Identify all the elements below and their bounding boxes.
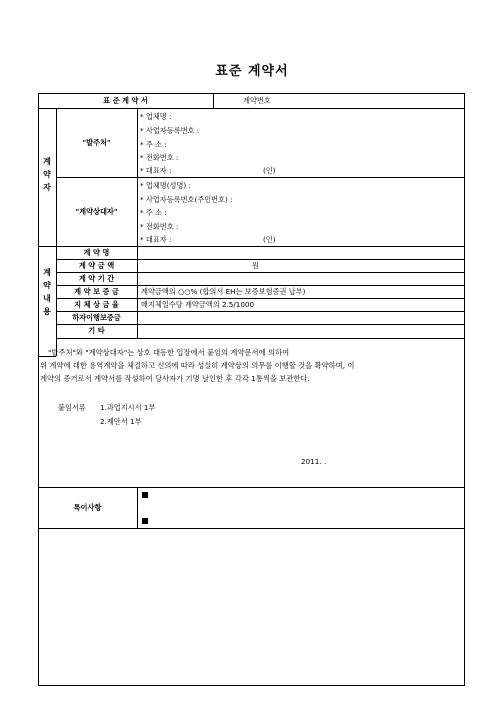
contractor-label: "계약상대자" — [75, 207, 118, 216]
contractor-address-field: * 주 소 : — [140, 208, 167, 217]
special-notes-label: 특이사항 — [73, 503, 102, 512]
orderer-bizno-field: * 사업자등록번호 : — [140, 126, 200, 135]
parties-group-label: 계 약 자 — [43, 157, 51, 192]
agreement-text-line-3: 계약의 증거로서 계약서를 작성하여 당사자가 기명 날인한 후 각각 1통씩을 보관한다. — [40, 374, 310, 383]
divider — [38, 528, 465, 529]
orderer-address-field: * 주 소 : — [140, 140, 167, 149]
contract-amount-value: 원 — [252, 261, 259, 270]
divider — [38, 246, 465, 247]
contractor-rep-field: * 대표자 : — [140, 235, 172, 244]
bullet-square-icon — [142, 518, 148, 524]
contract-amount-label: 계 약 금 액 — [78, 261, 115, 270]
document-title: 표준 계약서 — [215, 64, 289, 79]
divider — [213, 93, 214, 108]
attachment-item-2: 2.제안서 1부 — [100, 417, 142, 426]
attachments-label: 붙임서류 — [58, 403, 86, 412]
contract-table — [38, 93, 465, 686]
divider — [56, 259, 465, 260]
divider — [56, 311, 465, 312]
orderer-phone-field: * 전화번호 : — [140, 153, 179, 162]
orderer-company-field: * 업체명 : — [140, 112, 172, 121]
contractor-bizno-field: * 사업자등록번호(주민번호) : — [140, 195, 233, 204]
defect-deposit-label: 하자이행보증금 — [72, 313, 121, 322]
bullet-square-icon — [142, 492, 148, 498]
divider — [38, 487, 465, 488]
contract-date: 2011. . — [301, 457, 327, 466]
contract-period-label: 계 약 기 간 — [78, 274, 115, 283]
divider — [56, 285, 465, 286]
divider — [56, 272, 465, 273]
delay-rate-label: 지 체 상 금 율 — [74, 300, 119, 309]
divider — [56, 338, 465, 339]
divider — [56, 177, 465, 178]
contractor-company-field: * 업체명(성명) : — [140, 181, 191, 190]
contents-group-label: 계 약 내 용 — [43, 268, 51, 316]
orderer-rep-field: * 대표자 : — [140, 166, 172, 175]
contractor-phone-field: * 전화번호 : — [140, 222, 179, 231]
divider — [137, 487, 138, 528]
deposit-value: 계약금액의 ○○% (합의서 EH는 보증보험증권 납부) — [141, 287, 306, 296]
attachment-item-1: 1.과업지시서 1부 — [100, 403, 156, 412]
divider — [56, 324, 465, 325]
orderer-label: "발주처" — [82, 138, 111, 147]
header-title-cell: 표 준 계 약 서 — [103, 96, 148, 105]
divider — [56, 298, 465, 299]
orderer-seal: (인) — [263, 166, 276, 175]
agreement-text-line-2: 위 계약에 대한 용역계약을 체결하고 신의에 따라 성실히 계약상의 의무를 이행할 것을 확약하며, 이 — [40, 361, 355, 370]
delay-rate-value: 매지체일수당 계약금액의 2.5/1000 — [141, 300, 255, 309]
etc-label: 기 타 — [88, 326, 105, 335]
contract-name-label: 계 약 명 — [83, 248, 110, 257]
divider — [38, 108, 465, 109]
agreement-text-line-1: "발주처"와 "계약상대자"는 상호 대등한 입장에서 붙임의 계약문서에 의하여 — [48, 348, 290, 357]
contractor-seal: (인) — [263, 235, 276, 244]
contract-number-label: 계약번호 — [243, 96, 271, 105]
deposit-label: 계 약 보 증 금 — [74, 287, 119, 296]
